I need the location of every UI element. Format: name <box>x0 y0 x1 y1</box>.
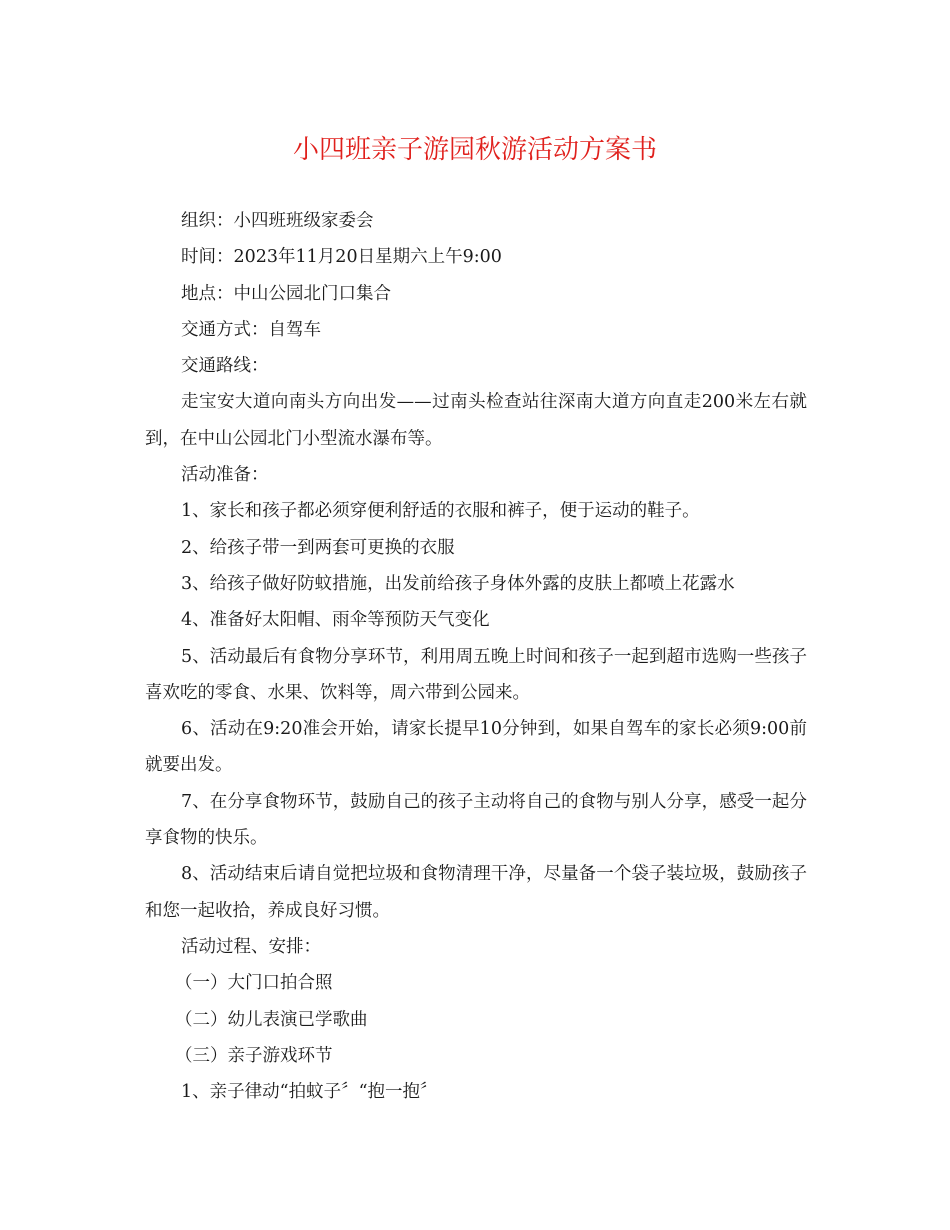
preparation-item: 2、给孩子带一到两套可更换的衣服 <box>181 537 455 558</box>
document-title: 小四班亲子游园秋游活动方案书 <box>292 135 657 165</box>
preparation-item: 4、准备好太阳帽、雨伞等预防天气变化 <box>181 610 490 631</box>
time-line: 时间：2023年11月20日星期六上午9:00 <box>181 247 502 268</box>
process-section: （一）大门口拍合照 <box>175 973 333 994</box>
location-line: 地点：中山公园北门口集合 <box>181 283 391 304</box>
preparation-item: 1、家长和孩子都必须穿便利舒适的衣服和裤子，便于运动的鞋子。 <box>181 501 700 522</box>
process-heading: 活动过程、安排： <box>181 936 321 957</box>
preparation-item: 6、活动在9:20准会开始，请家长提早10分钟到，如果自驾车的家长必须9:00前就要出发。 <box>145 719 807 776</box>
document-body <box>145 203 807 1110</box>
preparation-item: 8、活动结束后请自觉把垃圾和食物清理干净，尽量备一个袋子装垃圾，鼓励孩子和您一起收拾，养成良好习惯。 <box>145 864 807 921</box>
transport-line: 交通方式：自驾车 <box>181 319 321 340</box>
preparation-item: 7、在分享食物环节，鼓励自己的孩子主动将自己的食物与别人分享，感受一起分享食物的快乐。 <box>145 791 807 849</box>
preparation-heading: 活动准备： <box>181 465 269 486</box>
preparation-item: 5、活动最后有食物分享环节，利用周五晚上时间和孩子一起到超市选购一些孩子喜欢吃的零食、水果、饮料等，周六带到公园来。 <box>145 646 807 703</box>
route-text: 走宝安大道向南头方向出发——过南头检查站往深南大道方向直走200米左右就到，在中山公园北门小型流水瀑布等。 <box>145 392 807 449</box>
route-label: 交通路线： <box>181 356 269 377</box>
process-section: （三）亲子游戏环节 <box>175 1045 333 1066</box>
organizer-line: 组织：小四班班级家委会 <box>181 211 374 231</box>
game-item: 1、亲子律动“拍蚊子〞“抱一抱〞 <box>181 1082 438 1103</box>
preparation-item: 3、给孩子做好防蚊措施，出发前给孩子身体外露的皮肤上都喷上花露水 <box>181 573 735 594</box>
process-section: （二）幼儿表演已学歌曲 <box>175 1009 368 1030</box>
